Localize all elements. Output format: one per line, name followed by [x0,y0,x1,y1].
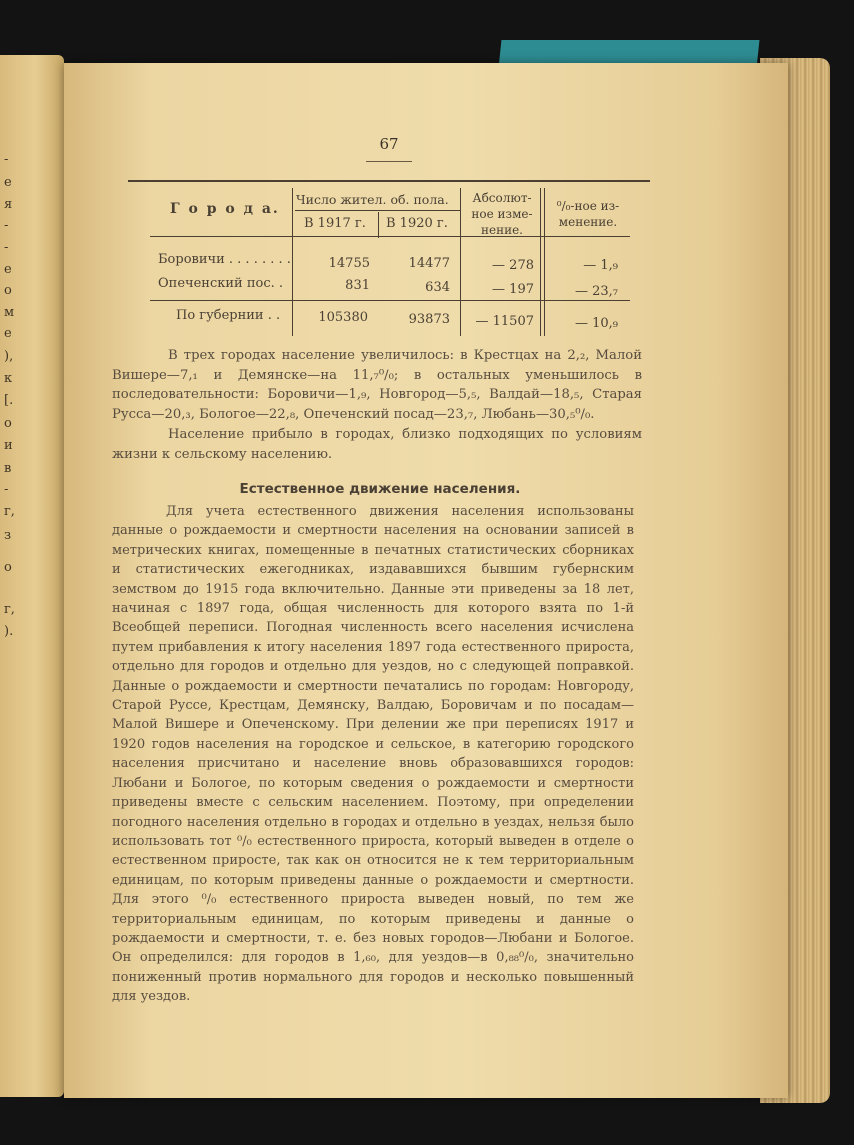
row-abs: — 197 [492,282,534,297]
row-pct: — 1,₉ [583,258,618,273]
left-page-fragment: г, [4,504,15,519]
header-percent-change: ⁰/₀-ное из- менение. [556,199,620,229]
left-page-fragment: - [4,152,9,167]
paragraph-population-growth: Население прибыло в городах, близко подходящих по условиям жизни к сельскому населению. [112,427,642,462]
total-1917: 105380 [318,310,368,325]
table-subheader-rule [295,210,460,211]
table-total-rule [150,300,630,301]
row-pct: — 23,₇ [574,284,618,299]
page-number-rule [366,161,412,162]
header-absolute-change: Абсолют- ное изме- нение. [471,191,533,237]
table-col-divider [378,212,379,238]
left-page-fragment: [. [4,393,14,408]
header-1920: В 1920 г. [386,216,448,231]
row-city: Боровичи . . . . . . . . [158,252,291,267]
left-page-fragment: и [4,438,13,453]
left-page-fragment: о [4,416,12,431]
left-page-fragment: в [4,461,12,476]
left-page-fragment: г, [4,602,15,617]
row-1920: 634 [425,280,450,295]
total-1920: 93873 [408,312,450,327]
left-page-fragment: к [4,371,13,386]
left-page-fragment: - [4,218,9,233]
paragraph-population-change: В трех городах население увеличилось: в Крестцах на 2,₂, Малой Вишере—7,₁ и Демянске—на 11,₇⁰/₀; в остальных уменьшилось в последовательности: Боровичи—1,₉, Новгород—5,₅, Валдай—18,₅, Старая Русса—20,₃, Бологое—22,₈, Опеченский посад—23,₇, Любань—30,₅⁰/₀. [112,348,642,422]
left-page-fragment: ), [4,349,14,364]
row-1917: 14755 [328,256,370,271]
table-top-rule [128,180,650,182]
table-header-rule [150,236,630,237]
total-label: По губернии . . [176,308,281,323]
header-1917: В 1917 г. [304,216,366,231]
left-page-fragment: е [4,326,12,341]
page-number: 67 [379,135,399,153]
left-page-fragment: ). [4,624,14,639]
table-col-divider [460,188,461,336]
left-page-fragment: о [4,560,12,575]
header-population: Число жител. об. пола. [296,192,449,207]
table-col-divider [544,188,545,336]
left-page-fragment: - [4,240,9,255]
left-page-fragment: е [4,262,12,277]
left-page-fragment: - [4,482,9,497]
row-abs: — 278 [492,258,534,273]
header-cities: Г о р о д а. [170,201,280,217]
section-title: Естественное движение населения. [239,481,521,497]
paragraph-natural-movement: Для учета естественного движения населения использованы данные о рождаемости и смертности населения на основании записей в метрических книгах, помещенные в печатных статистических сборниках и статистических ежегодниках, издававшихся бывшим губернским земством до 1915 года включительно. Данные эти приведены за 18 лет, начиная с 1897 года, общая численность для которого взята по 1-й Всеобщей переписи. Погодная численность всего населения исчислена путем прибавления к итогу населения 1897 года естественного прироста, отдельно для городов и отдельно для уездов, но с следующей поправкой. Данные о рождаемости и смертности печатались по городам: Новгороду, Старой Руссе, Крестцам, Демянску, Валдаю, Боровичам и по посадам—Малой Вишере и Опеченскому. При делении же при переписях 1917 и 1920 годов населения на городское и сельское, в категорию городского населения присчитано и население вновь образовавшихся городов: Любани и Бологое, по которым сведения о рождаемости и смертности приведены вместе с сельским населением. Поэтому, при определении погодного населения отдельно в городах и отдельно в уездах, нельзя было использовать тот ⁰/₀ естественного прироста, который выведен в отделе о естественном приросте, так как он относится не к тем территориальным единицам, по которым приведены данные о рождаемости и смертности. Для этого ⁰/₀ естественного прироста выведен новый, по тем же территориальным единицам, по которым приведены и данные о рождаемости и смертности, т. е. без новых городов—Любани и Бологое. Он определился: для городов в 1,₆₀, для уездов—в 0,₈₈⁰/₀, значительно пониженный против нормального для городов и несколько повышенный для уездов. [112,504,634,1005]
left-page-fragment: з [4,528,12,543]
total-abs: — 11507 [475,314,534,329]
table-col-divider [292,188,293,336]
left-page-fragment: е [4,175,12,190]
left-page-fragment: я [4,197,13,212]
row-city: Опеченский пос. . [158,276,284,291]
row-1917: 831 [345,278,370,293]
table-col-divider [540,188,541,336]
left-page-fragment: о [4,283,12,298]
total-pct: — 10,₉ [574,316,618,331]
row-1920: 14477 [408,256,450,271]
left-page-fragment: м [4,305,15,320]
